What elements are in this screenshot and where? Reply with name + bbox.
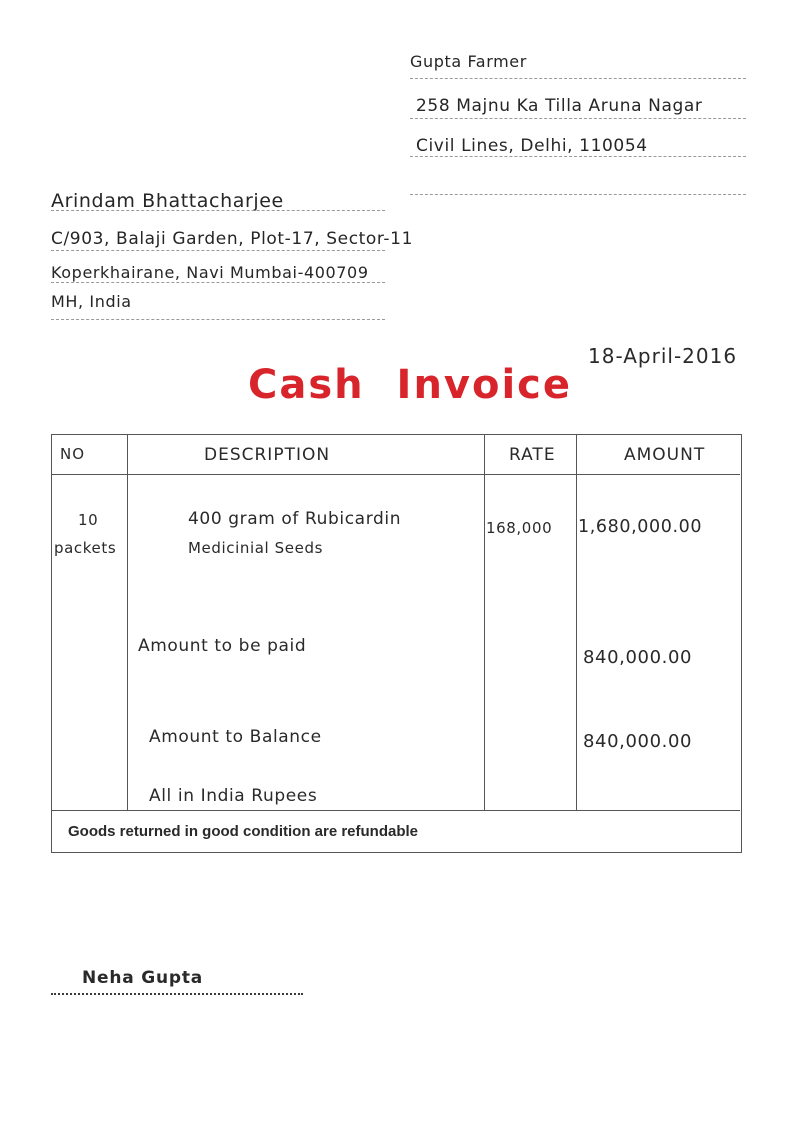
header-amount: AMOUNT bbox=[624, 445, 706, 465]
item-description-line1: 400 gram of Rubicardin bbox=[188, 509, 402, 529]
seller-name: Gupta Farmer bbox=[410, 52, 527, 71]
invoice-table bbox=[51, 434, 742, 853]
amount-to-balance-label: Amount to Balance bbox=[149, 727, 322, 747]
item-unit: packets bbox=[54, 539, 117, 557]
amount-to-balance-value: 840,000.00 bbox=[583, 731, 693, 752]
buyer-line-4 bbox=[51, 319, 385, 320]
col-divider-rate bbox=[576, 435, 577, 810]
item-quantity: 10 bbox=[78, 511, 99, 529]
amount-to-be-paid-value: 840,000.00 bbox=[583, 647, 693, 668]
item-amount: 1,680,000.00 bbox=[578, 517, 703, 537]
col-divider-description bbox=[484, 435, 485, 810]
seller-address-line1: 258 Majnu Ka Tilla Aruna Nagar bbox=[416, 96, 703, 116]
header-no: NO bbox=[60, 445, 86, 463]
invoice-title: Cash Invoice bbox=[248, 362, 573, 408]
item-rate: 168,000 bbox=[486, 519, 553, 537]
col-divider-no bbox=[127, 435, 128, 810]
header-rate: RATE bbox=[509, 445, 556, 465]
buyer-address-line1: C/903, Balaji Garden, Plot-17, Sector-11 bbox=[51, 229, 413, 249]
invoice-date: 18-April-2016 bbox=[588, 344, 738, 368]
header-divider bbox=[52, 474, 740, 475]
signature-name: Neha Gupta bbox=[82, 968, 204, 988]
refund-policy-note: Goods returned in good condition are refundable bbox=[68, 823, 419, 840]
header-description: DESCRIPTION bbox=[204, 445, 331, 465]
seller-line-3 bbox=[410, 156, 746, 157]
seller-line-1 bbox=[410, 78, 746, 79]
buyer-address-line2: Koperkhairane, Navi Mumbai-400709 bbox=[51, 263, 369, 282]
item-description-line2: Medicinial Seeds bbox=[188, 539, 323, 557]
buyer-line-1 bbox=[51, 210, 385, 211]
buyer-name: Arindam Bhattacharjee bbox=[51, 190, 284, 212]
footer-divider bbox=[52, 810, 740, 811]
buyer-line-3 bbox=[51, 282, 385, 283]
buyer-line-2 bbox=[51, 250, 385, 251]
seller-line-2 bbox=[410, 118, 746, 119]
seller-line-4 bbox=[410, 194, 746, 195]
amount-to-be-paid-label: Amount to be paid bbox=[138, 636, 307, 656]
buyer-address-line3: MH, India bbox=[51, 292, 132, 311]
currency-note: All in India Rupees bbox=[149, 786, 318, 806]
signature-line bbox=[51, 993, 303, 995]
seller-address-line2: Civil Lines, Delhi, 110054 bbox=[416, 136, 648, 156]
